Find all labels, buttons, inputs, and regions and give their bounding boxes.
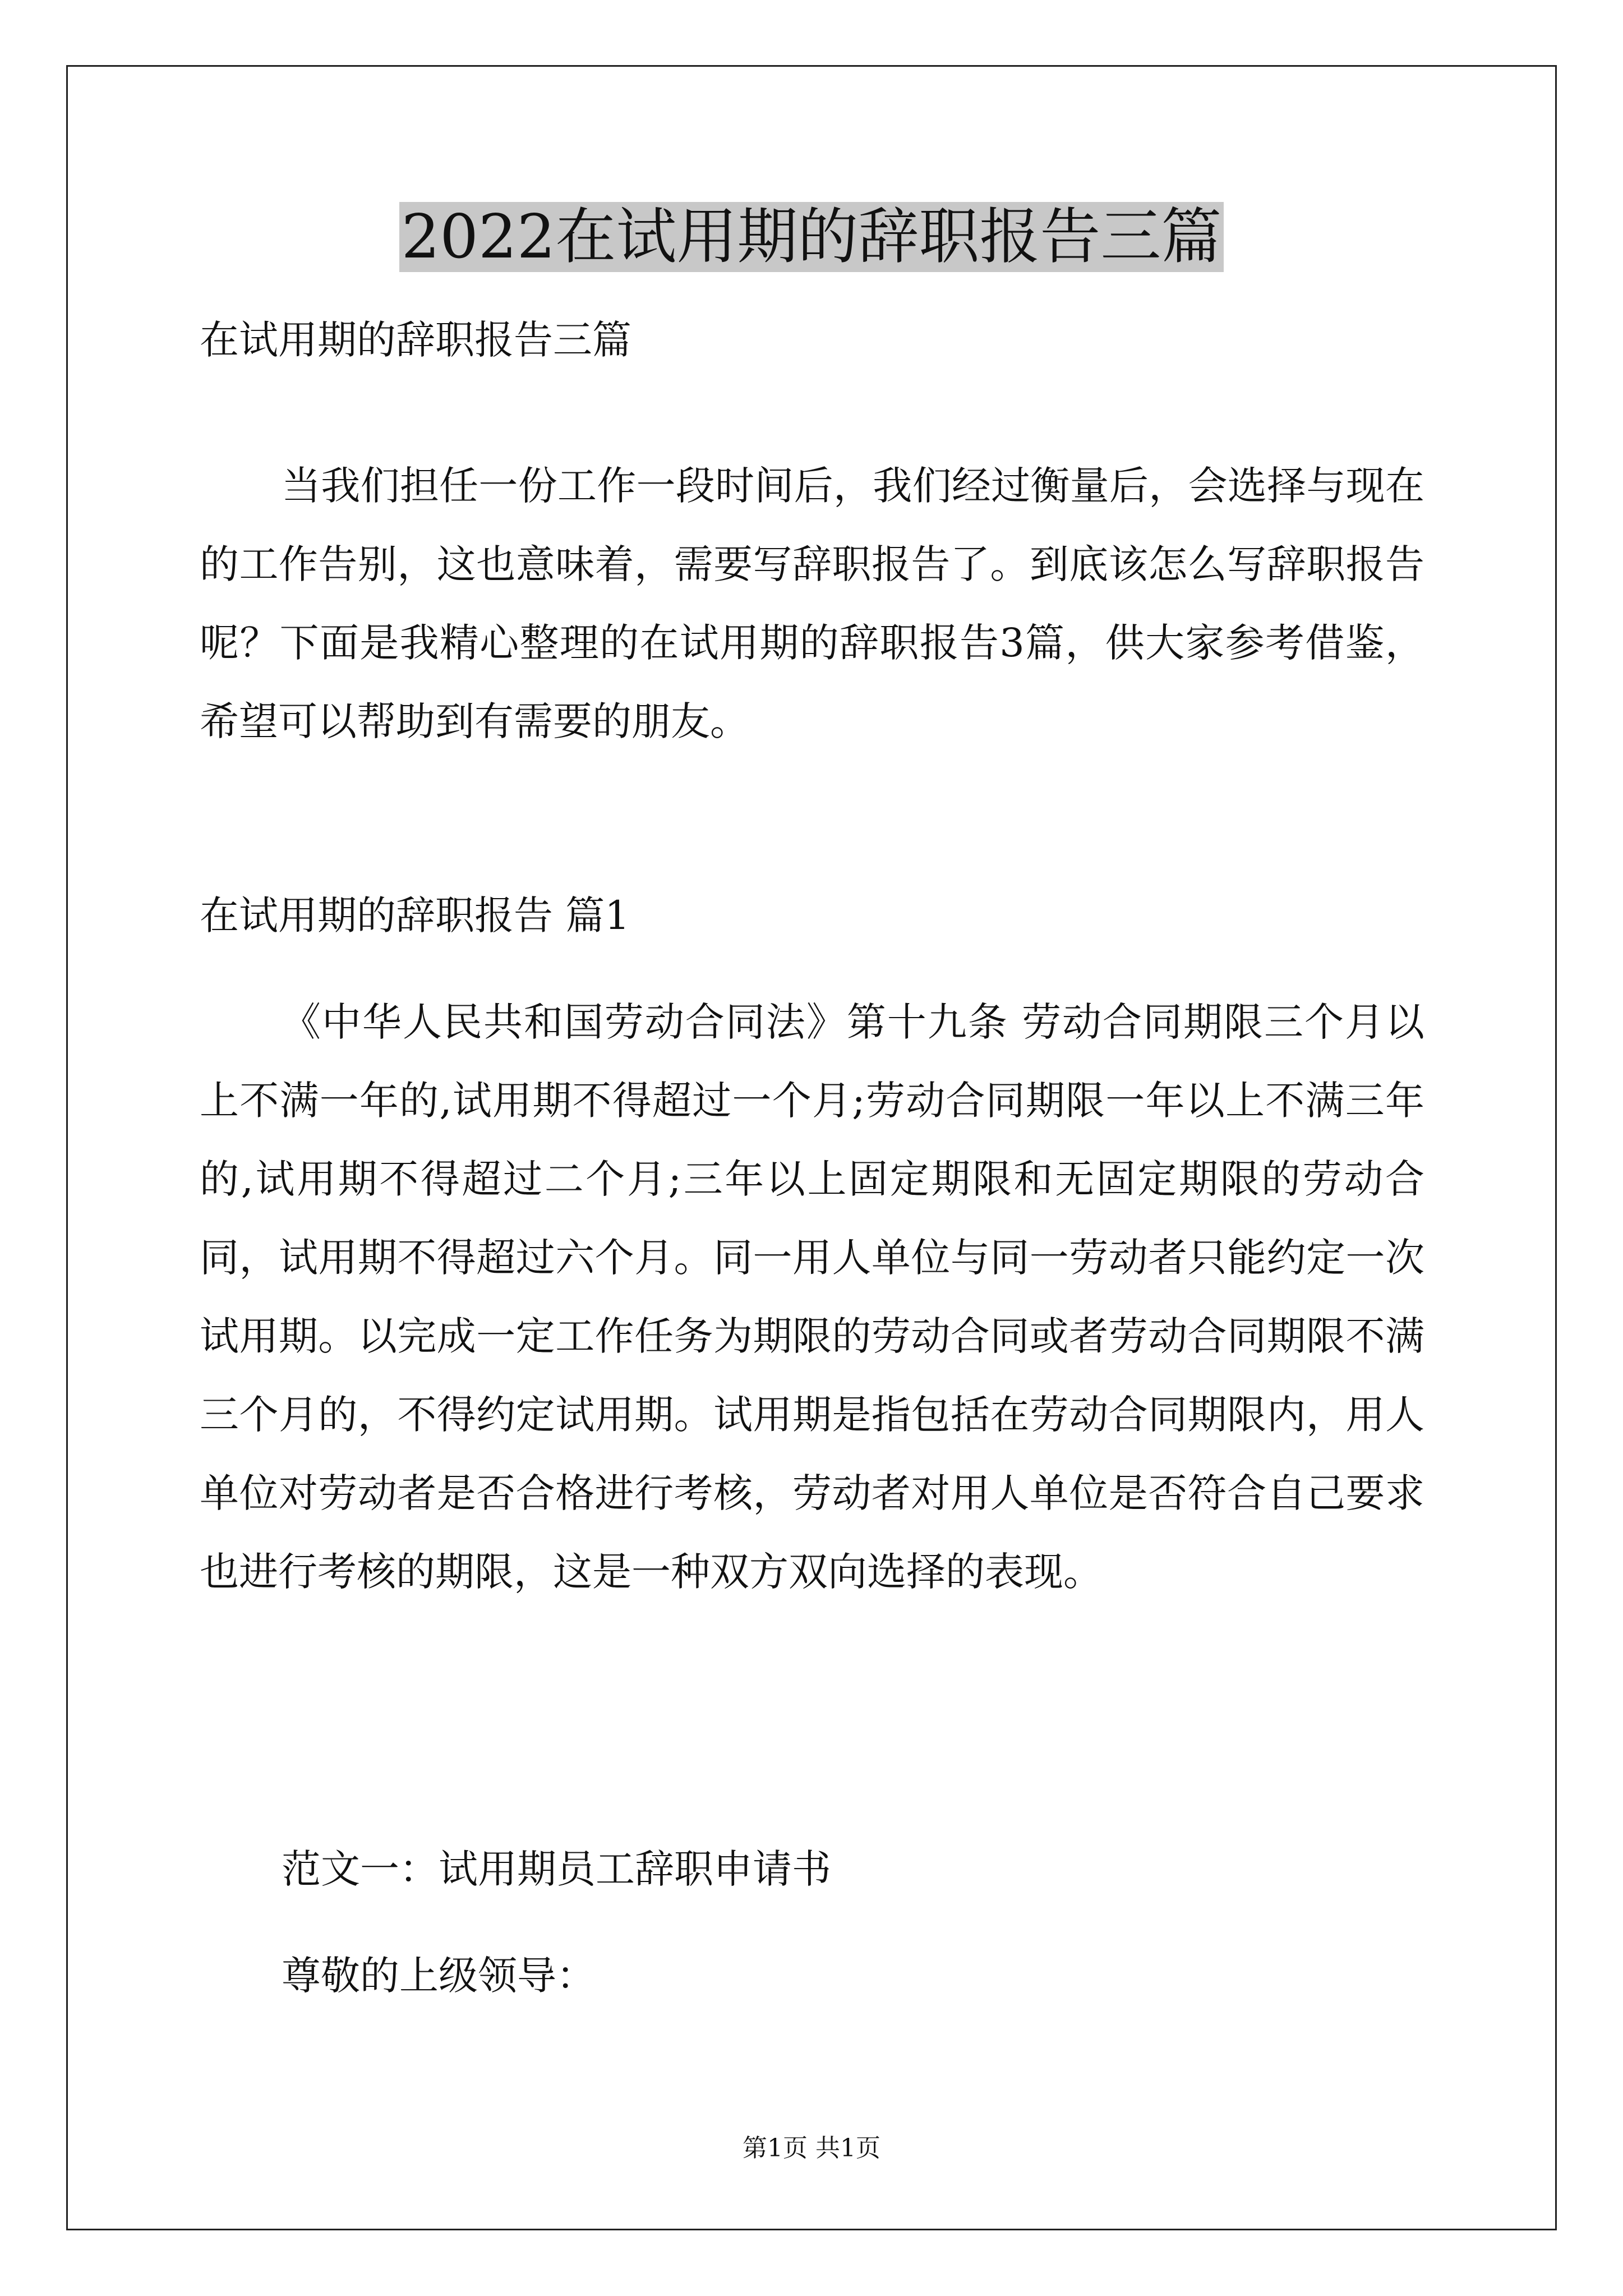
document-title-text: 2022在试用期的辞职报告三篇 [399,202,1224,272]
document-title [0,195,1623,279]
page-footer: 第1页 共1页 [743,2134,880,2162]
document-subtitle: 在试用期的辞职报告三篇 [200,317,631,363]
intro-paragraph: 当我们担任一份工作一段时间后，我们经过衡量后，会选择与现在的工作告别，这也意味着，需要写辞职报告了。到底该怎么写辞职报告呢？下面是我精心整理的在试用期的辞职报告3篇，供大家参考借鉴，希望可以帮助到有需要的朋友。 [200,463,1424,744]
salutation: 尊敬的上级领导： [282,1953,596,1999]
section-heading: 在试用期的辞职报告 篇1 [200,892,630,938]
law-paragraph: 《中华人民共和国劳动合同法》第十九条 劳动合同期限三个月以上不满一年的,试用期不得超过一个月;劳动合同期限一年以上不满三年的,试用期不得超过二个月;三年以上固定期限和无固定期限的劳动合同，试用期不得超过六个月。同一用人单位与同一劳动者只能约定一次试用期。以完成一定工作任务为期限的劳动合同或者劳动合同期限不满三个月的，不得约定试用期。试用期是指包括在劳动合同期限内，用人单位对劳动者是否合格进行考核，劳动者对用人单位是否符合自己要求也进行考核的期限，这是一种双方双向选择的表现。 [200,999,1424,1595]
sample-title: 范文一：试用期员工辞职申请书 [282,1846,831,1892]
